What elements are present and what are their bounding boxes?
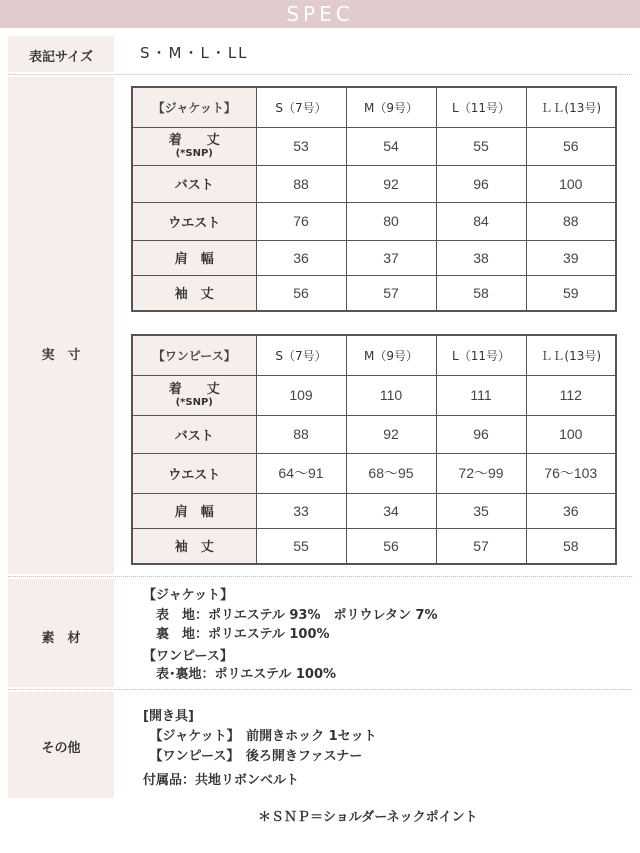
table-cell: 88 [256,415,346,453]
table-cell: 56 [256,275,346,311]
spec-header: SPEC [0,0,640,28]
table-cell: 100 [526,165,616,202]
material-line: 表･裏地：ポリエステル 100% [143,667,337,682]
table-cell: 76～103 [526,453,616,493]
table-cell: 59 [526,275,616,311]
label-cell-measure [8,77,114,574]
table-cell: 36 [526,493,616,528]
table-cell: 34 [346,493,436,528]
table-cell: 53 [256,127,346,165]
row-header [132,127,256,165]
row-header-sub: (*SNP) [175,397,213,408]
column-header: S（7号） [256,335,346,375]
row-header [132,375,256,415]
table-cell: 96 [436,415,526,453]
table-cell: 56 [346,528,436,564]
table-cell: 88 [256,165,346,202]
material-label: 素 材 [41,631,81,646]
table-cell: 39 [526,240,616,275]
table-cell: 33 [256,493,346,528]
row-header: ウエスト [132,453,256,493]
table-cell: 68～95 [346,453,436,493]
row-header: バスト [132,165,256,202]
table-cell: 38 [436,240,526,275]
table-cell: 109 [256,375,346,415]
table-cell: 92 [346,415,436,453]
table-cell: 57 [436,528,526,564]
row-header: バスト [132,415,256,453]
column-header: M（9号） [346,87,436,127]
table-cell: 88 [526,202,616,240]
table-title: 【ワンピース】 [132,335,256,375]
table-cell: 37 [346,240,436,275]
other-line: [開き具] [143,709,194,724]
table-cell: 96 [436,165,526,202]
other-line: 【ワンピース】 後ろ開きファスナー [143,749,363,764]
column-header: L（11号） [436,335,526,375]
row-header: 肩 幅 [132,493,256,528]
row-header-sub: (*SNP) [175,148,213,159]
row-header-label: 着 丈 [168,382,226,397]
other-line: 付属品：共地リボンベルト [143,773,300,788]
column-header: L（11号） [436,87,526,127]
other-line: 【ジャケット】 前開きホック 1セット [143,729,377,744]
table-cell: 55 [256,528,346,564]
table-cell: 80 [346,202,436,240]
table-cell: 35 [436,493,526,528]
table-cell: 56 [526,127,616,165]
table-cell: 72～99 [436,453,526,493]
table-cell: 84 [436,202,526,240]
column-header: ＬＬ(13号) [526,335,616,375]
divider [8,576,632,577]
column-header: ＬＬ(13号) [526,87,616,127]
table-cell: 58 [436,275,526,311]
row-header: 肩 幅 [132,240,256,275]
table-cell: 57 [346,275,436,311]
row-header-label: 着 丈 [168,133,226,148]
table-cell: 112 [526,375,616,415]
row-header: 袖 丈 [132,528,256,564]
material-line: 【ジャケット】 [143,588,234,603]
table-cell: 111 [436,375,526,415]
material-line: 表 地：ポリエステル 93% ポリウレタン 7% [143,608,438,623]
table-cell: 58 [526,528,616,564]
divider [8,689,632,690]
material-line: 【ワンピース】 [143,649,233,664]
column-header: M（9号） [346,335,436,375]
table-cell: 100 [526,415,616,453]
table-title: 【ジャケット】 [132,87,256,127]
size-label: 表記サイズ [29,50,93,65]
row-header: ウエスト [132,202,256,240]
jacket-size-table [131,86,617,312]
table-cell: 55 [436,127,526,165]
table-cell: 54 [346,127,436,165]
table-cell: 64～91 [256,453,346,493]
material-line: 裏 地：ポリエステル 100% [143,627,330,642]
measure-label: 実 寸 [41,348,81,363]
table-cell: 76 [256,202,346,240]
table-cell: 92 [346,165,436,202]
table-cell: 36 [256,240,346,275]
snp-footnote: ＊ＳＮＰ＝ショルダーネックポイント [258,810,478,825]
dress-size-table [131,334,617,565]
divider [8,74,632,75]
column-header: S（7号） [256,87,346,127]
table-cell: 110 [346,375,436,415]
row-header: 袖 丈 [132,275,256,311]
other-label: その他 [41,741,81,756]
size-value: S・M・L・LL [140,44,249,62]
